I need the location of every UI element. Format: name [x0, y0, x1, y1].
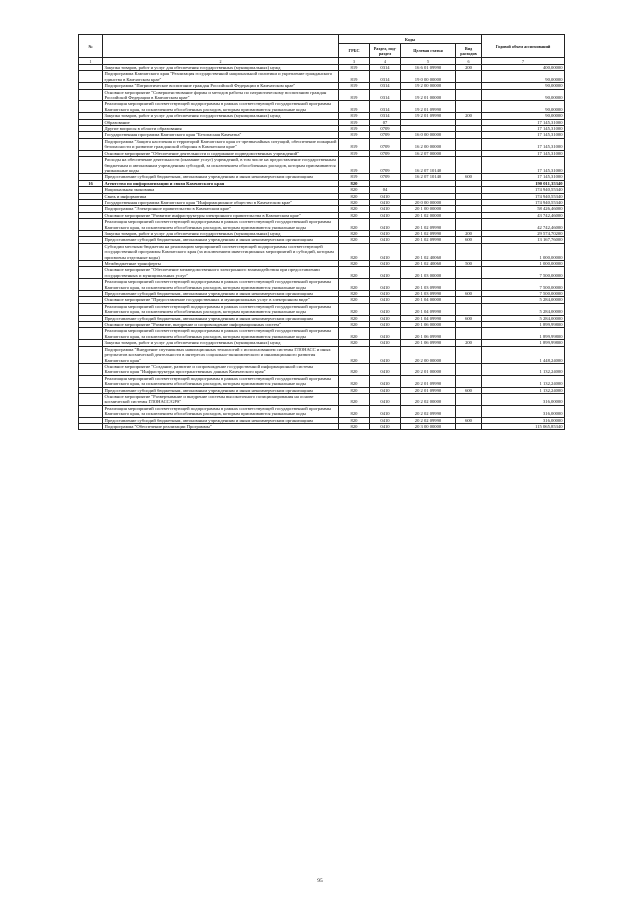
row-section: 0314 [370, 101, 401, 113]
row-amount: 90,00000 [482, 83, 565, 89]
row-name: Реализация мероприятий соответствующей подпрограммы в рамках соответствующей государственной программы Камчатского края, за исключением обособленных расходов, которым присваиваются уникальные коды [103, 279, 339, 291]
header-name-blank [103, 35, 339, 58]
row-amount: 1 132,24000 [482, 387, 565, 393]
row-grbs: 820 [339, 423, 370, 429]
row-section: 0709 [370, 138, 401, 150]
row-number [79, 219, 103, 231]
row-name: Государственная программа Камчатского края "Безопасная Камчатка" [103, 132, 339, 138]
row-section: 0410 [370, 297, 401, 303]
row-section: 0410 [370, 315, 401, 321]
row-grbs: 820 [339, 303, 370, 315]
row-section: 0410 [370, 291, 401, 297]
row-name: Подпрограмма "Внедрение спутниковых навигационных технологий с использованием системы ГЛОНАСС и иных результатов космической деятельности в интересах социально-экономического и инновационного развития Камчатского края" [103, 346, 339, 363]
row-number [79, 346, 103, 363]
row-expense-type: 200 [456, 230, 482, 236]
row-name: Подпрограмма "Обеспечение реализации Программы" [103, 423, 339, 429]
row-amount: 17 145,31000 [482, 150, 565, 156]
row-number [79, 405, 103, 417]
table-row [79, 363, 565, 375]
table-row [79, 279, 565, 291]
row-amount: 5 284,00000 [482, 297, 565, 303]
row-expense-type [456, 101, 482, 113]
row-grbs: 820 [339, 180, 370, 186]
row-section: 0410 [370, 206, 401, 212]
row-section: 0314 [370, 65, 401, 71]
row-section: 0314 [370, 113, 401, 119]
row-amount: 115 065,85340 [482, 423, 565, 429]
row-name: Предоставление субсидий бюджетным, автономным учреждениям и иным некоммерческим организациям [103, 315, 339, 321]
row-amount: 316,00000 [482, 417, 565, 423]
row-section: 0410 [370, 363, 401, 375]
row-amount: 1 000,00000 [482, 243, 565, 260]
table-row [79, 157, 565, 174]
row-grbs: 819 [339, 65, 370, 71]
table-body [79, 65, 565, 430]
row-number: 16 [79, 180, 103, 186]
row-target-item: 20 1 03 09990 [401, 279, 456, 291]
table-row [79, 267, 565, 279]
row-name: Предоставление субсидий бюджетным, автономным учреждениям и иным некоммерческим организациям [103, 237, 339, 243]
row-name: Предоставление субсидий бюджетным, автономным учреждениям и иным некоммерческим организациям [103, 387, 339, 393]
row-target-item: 20 1 03 09990 [401, 291, 456, 297]
column-number: 1 [79, 58, 103, 65]
row-target-item: 16 2 00 00000 [401, 138, 456, 150]
table-row [79, 89, 565, 101]
row-section: 0709 [370, 157, 401, 174]
row-amount: 1 899,99800 [482, 340, 565, 346]
row-grbs: 820 [339, 219, 370, 231]
row-grbs: 819 [339, 132, 370, 138]
row-name: Реализация мероприятий соответствующей подпрограммы в рамках соответствующей государственной программы Камчатского края, за исключением обособленных расходов, которым присваиваются уникальные коды [103, 219, 339, 231]
row-expense-type: 200 [456, 65, 482, 71]
row-grbs: 820 [339, 193, 370, 199]
row-target-item: 20 2 02 09990 [401, 417, 456, 423]
row-grbs: 819 [339, 150, 370, 156]
row-grbs: 820 [339, 279, 370, 291]
row-amount: 1 899,99800 [482, 322, 565, 328]
row-target-item: 20 2 00 00000 [401, 346, 456, 363]
table-row [79, 423, 565, 429]
row-section: 0410 [370, 322, 401, 328]
row-target-item: 19 2 01 00000 [401, 89, 456, 101]
row-name: Предоставление субсидий бюджетным, автономным учреждениям и иным некоммерческим организациям [103, 291, 339, 297]
row-expense-type: 600 [456, 417, 482, 423]
row-name: Агентство по информатизации и связи Камчатского края [103, 180, 339, 186]
column-number: 6 [456, 58, 482, 65]
row-expense-type [456, 303, 482, 315]
row-section: 0709 [370, 174, 401, 180]
row-grbs: 819 [339, 138, 370, 150]
row-grbs: 820 [339, 346, 370, 363]
row-name: Образование [103, 119, 339, 125]
row-target-item: 20 1 00 00000 [401, 206, 456, 212]
row-section: 0410 [370, 387, 401, 393]
table-row [79, 375, 565, 387]
header-grbs: ГРБС [339, 44, 370, 58]
row-amount: 7 500,00000 [482, 279, 565, 291]
row-name: Реализация мероприятий соответствующей подпрограммы в рамках соответствующей государственной программы Камчатского края, за исключением обособленных расходов, которым присваиваются уникальные коды [103, 101, 339, 113]
row-grbs: 820 [339, 237, 370, 243]
row-number [79, 279, 103, 291]
row-grbs: 820 [339, 363, 370, 375]
row-number [79, 71, 103, 83]
row-section: 07 [370, 119, 401, 125]
row-number [79, 303, 103, 315]
row-amount: 58 426,46000 [482, 206, 565, 212]
row-section: 0410 [370, 230, 401, 236]
table-row [79, 219, 565, 231]
row-expense-type [456, 393, 482, 405]
row-amount: 17 145,31000 [482, 132, 565, 138]
row-name: Основное мероприятие "Обеспечение межведомственного электронного взаимодействия при предоставлении государственных и муниципальных услуг" [103, 267, 339, 279]
row-name: Реализация мероприятий соответствующей подпрограммы в рамках соответствующей государственной программы Камчатского края, за исключением обособленных расходов, которым присваиваются уникальные коды [103, 328, 339, 340]
row-target-item: 20 1 02 00000 [401, 212, 456, 218]
row-section: 0410 [370, 261, 401, 267]
row-grbs: 820 [339, 291, 370, 297]
row-amount: 1 132,24000 [482, 375, 565, 387]
row-amount: 174 940,55340 [482, 193, 565, 199]
budget-table [78, 34, 565, 430]
header-section: Раздел, под-раздел [370, 44, 401, 58]
row-number [79, 423, 103, 429]
row-amount: 1 448,24000 [482, 346, 565, 363]
row-amount: 7 500,00000 [482, 291, 565, 297]
row-number [79, 393, 103, 405]
table-row [79, 71, 565, 83]
row-section: 0709 [370, 150, 401, 156]
row-grbs: 820 [339, 322, 370, 328]
row-expense-type [456, 375, 482, 387]
row-name: Другие вопросы в области образования [103, 126, 339, 132]
row-number [79, 138, 103, 150]
row-expense-type: 200 [456, 113, 482, 119]
row-target-item: 20 1 04 09990 [401, 315, 456, 321]
row-name: Реализация мероприятий соответствующей подпрограммы в рамках соответствующей государственной программы Камчатского края, за исключением обособленных расходов, которым присваиваются уникальные коды [103, 375, 339, 387]
row-section: 0709 [370, 126, 401, 132]
row-target-item: 19 2 01 09990 [401, 101, 456, 113]
row-amount: 42 742,46000 [482, 219, 565, 231]
row-expense-type: 600 [456, 387, 482, 393]
row-expense-type [456, 363, 482, 375]
row-name: Закупка товаров, работ и услуг для обеспечения государственных (муниципальных) нужд [103, 65, 339, 71]
row-target-item: 20 2 02 09990 [401, 405, 456, 417]
row-number [79, 243, 103, 260]
row-target-item: 20 1 02 09990 [401, 219, 456, 231]
row-target-item: 16 2 07 10140 [401, 174, 456, 180]
row-amount: 316,00000 [482, 405, 565, 417]
row-number [79, 375, 103, 387]
row-amount: 90,00000 [482, 71, 565, 83]
row-expense-type [456, 405, 482, 417]
row-name: Основное мероприятие "Развитие, внедрение и сопровождение информационных систем" [103, 322, 339, 328]
row-section: 0410 [370, 199, 401, 205]
row-grbs: 819 [339, 83, 370, 89]
row-name: Предоставление субсидий бюджетным, автономным учреждениям и иным некоммерческим организациям [103, 417, 339, 423]
row-amount: 174 940,55340 [482, 187, 565, 193]
row-expense-type [456, 328, 482, 340]
row-target-item: 20 2 01 09990 [401, 375, 456, 387]
row-amount: 29 574,70200 [482, 230, 565, 236]
row-name: Государственная программа Камчатского края "Информационное общество в Камчатском крае" [103, 199, 339, 205]
document-page [78, 34, 564, 430]
row-section: 0410 [370, 346, 401, 363]
row-expense-type: 600 [456, 237, 482, 243]
row-section: 0410 [370, 193, 401, 199]
row-target-item: 20 1 06 09990 [401, 328, 456, 340]
row-grbs: 820 [339, 405, 370, 417]
column-number: 4 [370, 58, 401, 65]
row-number [79, 89, 103, 101]
row-amount: 90,00000 [482, 89, 565, 101]
row-grbs: 819 [339, 89, 370, 101]
row-grbs: 820 [339, 230, 370, 236]
row-target-item: 20 1 06 09990 [401, 340, 456, 346]
row-target-item: 20 1 02 09990 [401, 237, 456, 243]
row-name: Закупка товаров, работ и услуг для обеспечения государственных (муниципальных) нужд [103, 113, 339, 119]
row-amount: 17 145,31000 [482, 119, 565, 125]
row-name: Межбюджетные трансферты [103, 261, 339, 267]
row-grbs: 820 [339, 417, 370, 423]
row-expense-type [456, 219, 482, 231]
row-name: Подпрограмма "Электронное правительство в Камчатском крае" [103, 206, 339, 212]
table-row [79, 138, 565, 150]
row-amount: 5 284,00000 [482, 303, 565, 315]
row-section: 0410 [370, 405, 401, 417]
header-annual-amount: Годовой объем ассигнований [482, 35, 565, 58]
row-target-item: 20 0 00 00000 [401, 199, 456, 205]
row-target-item: 20 3 00 00000 [401, 423, 456, 429]
column-number: 7 [482, 58, 565, 65]
row-section: 0410 [370, 417, 401, 423]
table-row [79, 393, 565, 405]
row-name: Подпрограмма "Защита населения и территорий Камчатского края от чрезвычайных ситуаций, обеспечение пожарной безопасности и развитие гражданской обороны в Камчатском крае" [103, 138, 339, 150]
row-target-item: 20 1 04 00000 [401, 297, 456, 303]
row-expense-type: 600 [456, 315, 482, 321]
row-amount: 17 145,31000 [482, 174, 565, 180]
table-row [79, 303, 565, 315]
row-target-item: 20 1 02 09990 [401, 230, 456, 236]
row-grbs: 819 [339, 126, 370, 132]
row-expense-type [456, 243, 482, 260]
column-number-row [79, 58, 565, 65]
row-target-item: 20 1 03 00000 [401, 267, 456, 279]
table-row [79, 405, 565, 417]
row-amount: 1 899,99800 [482, 328, 565, 340]
row-grbs: 820 [339, 261, 370, 267]
row-target-item: 20 1 06 00000 [401, 322, 456, 328]
row-grbs: 820 [339, 267, 370, 279]
row-amount: 5 284,00000 [482, 315, 565, 321]
row-grbs: 820 [339, 297, 370, 303]
row-grbs: 819 [339, 174, 370, 180]
row-expense-type [456, 279, 482, 291]
row-grbs: 820 [339, 375, 370, 387]
row-number [79, 267, 103, 279]
row-target-item: 20 2 01 09990 [401, 387, 456, 393]
row-expense-type [456, 138, 482, 150]
table-row [79, 328, 565, 340]
row-name: Основное мероприятие "Обеспечение деятельности и содержание подведомственных учреждений" [103, 150, 339, 156]
row-section: 0314 [370, 89, 401, 101]
row-number [79, 157, 103, 174]
row-amount: 13 167,76000 [482, 237, 565, 243]
row-grbs: 819 [339, 113, 370, 119]
row-name: Связь и информатика [103, 193, 339, 199]
row-amount: 43 742,46000 [482, 212, 565, 218]
row-expense-type: 500 [456, 261, 482, 267]
column-number: 5 [401, 58, 456, 65]
row-target-item: 20 2 02 00000 [401, 393, 456, 405]
row-grbs: 820 [339, 206, 370, 212]
row-target-item: 19 2 00 00000 [401, 83, 456, 89]
row-name: Закупка товаров, работ и услуг для обеспечения государственных (муниципальных) нужд [103, 340, 339, 346]
row-target-item: 20 1 04 09990 [401, 303, 456, 315]
row-grbs: 820 [339, 199, 370, 205]
row-name: Основное мероприятие "Совершенствование формы и методов работы по патриотическому воспитанию граждан Российской Федерации в Камчатском крае" [103, 89, 339, 101]
row-target-item: 19 2 01 09990 [401, 113, 456, 119]
row-target-item: 20 1 02 40060 [401, 243, 456, 260]
row-number [79, 328, 103, 340]
row-section: 0410 [370, 267, 401, 279]
row-expense-type: 600 [456, 174, 482, 180]
row-name: Национальная экономика [103, 187, 339, 193]
row-number [79, 101, 103, 113]
row-section: 04 [370, 187, 401, 193]
row-amount: 1 132,24000 [482, 363, 565, 375]
row-section: 0410 [370, 375, 401, 387]
table-row [79, 346, 565, 363]
row-section: 0410 [370, 393, 401, 405]
row-name: Основное мероприятие "Предоставление государственных и муниципальных услуг в электронном виде" [103, 297, 339, 303]
column-number: 2 [103, 58, 339, 65]
row-target-item: 20 2 01 00000 [401, 363, 456, 375]
row-grbs: 819 [339, 101, 370, 113]
row-name: Подпрограмма Камчатского края "Реализация государственной национальной политики и укрепление гражданского единства в Камчатском крае" [103, 71, 339, 83]
row-name: Подпрограмма "Патриотическое воспитание граждан Российской Федерации в Камчатском крае" [103, 83, 339, 89]
row-amount: 400,00000 [482, 65, 565, 71]
row-grbs: 820 [339, 393, 370, 405]
row-amount: 90,00000 [482, 113, 565, 119]
row-amount: 17 145,31000 [482, 157, 565, 174]
row-section: 0410 [370, 212, 401, 218]
row-amount: 90,00000 [482, 101, 565, 113]
row-grbs: 819 [339, 157, 370, 174]
row-number [79, 363, 103, 375]
row-name: Расходы на обеспечение деятельности (оказание услуг) учреждений, в том числе на предоставление государственным бюджетным и автономным учреждениям субсидий, за исключением обособленных расходов, которым присваиваются уникальные коды [103, 157, 339, 174]
row-section: 0314 [370, 83, 401, 89]
row-section: 0410 [370, 328, 401, 340]
row-expense-type: 200 [456, 340, 482, 346]
row-section: 0410 [370, 237, 401, 243]
row-target-item: 16 6 01 09990 [401, 65, 456, 71]
row-name: Закупка товаров, работ и услуг для обеспечения государственных (муниципальных) нужд [103, 230, 339, 236]
page-number: 95 [317, 878, 323, 884]
row-amount: 1 000,00000 [482, 261, 565, 267]
header-expense-type: Вид расходов [456, 44, 482, 58]
row-name: Основное мероприятие "Развитие инфраструктуры электронного правительства в Камчатском крае" [103, 212, 339, 218]
row-amount: 17 145,31000 [482, 138, 565, 150]
row-expense-type [456, 71, 482, 83]
row-section: 0410 [370, 303, 401, 315]
row-section: 0709 [370, 132, 401, 138]
row-grbs: 819 [339, 71, 370, 83]
row-section: 0410 [370, 219, 401, 231]
row-amount: 17 145,31000 [482, 126, 565, 132]
row-amount: 190 011,35340 [482, 180, 565, 186]
row-amount: 174 940,55340 [482, 199, 565, 205]
row-expense-type [456, 89, 482, 101]
column-number: 3 [339, 58, 370, 65]
row-target-item: 20 1 02 40060 [401, 261, 456, 267]
header-codes: Коды [339, 35, 482, 44]
row-target-item: 16 2 07 10140 [401, 157, 456, 174]
row-section: 0410 [370, 279, 401, 291]
row-expense-type [456, 267, 482, 279]
row-amount: 7 500,00000 [482, 267, 565, 279]
row-target-item: 16 0 00 00000 [401, 132, 456, 138]
row-expense-type: 600 [456, 291, 482, 297]
row-target-item: 16 2 07 00000 [401, 150, 456, 156]
row-grbs: 820 [339, 212, 370, 218]
row-section: 0314 [370, 71, 401, 83]
row-expense-type [456, 346, 482, 363]
header-target-item: Целевая статья [401, 44, 456, 58]
row-name: Основное мероприятие "Развертывание и внедрение системы высокоточного позиционирования на основе космической системы ГЛОНАСС/GPS" [103, 393, 339, 405]
row-name: Предоставление субсидий бюджетным, автономным учреждениям и иным некоммерческим организациям [103, 174, 339, 180]
row-grbs: 820 [339, 340, 370, 346]
table-row [79, 243, 565, 260]
row-section: 0410 [370, 340, 401, 346]
row-section: 0410 [370, 423, 401, 429]
row-expense-type [456, 157, 482, 174]
row-name: Основное мероприятие "Создание, развитие и сопровождение государственной информационной системы Камчатского края "Инфраструктура пространственных данных Камчатского края" [103, 363, 339, 375]
row-amount: 316,00000 [482, 393, 565, 405]
table-row [79, 101, 565, 113]
row-name: Реализация мероприятий соответствующей подпрограммы в рамках соответствующей государственной программы Камчатского края, за исключением обособленных расходов, которым присваиваются уникальные коды [103, 405, 339, 417]
row-name: Субсидии местным бюджетам на реализацию мероприятий соответствующей подпрограммы соответствующей государственной программы Камчатского края (за исключением инвестиционных мероприятий и субсидий, которым присвоены отдельные коды) [103, 243, 339, 260]
row-target-item: 19 0 00 00000 [401, 71, 456, 83]
row-grbs: 820 [339, 387, 370, 393]
row-grbs: 820 [339, 315, 370, 321]
row-grbs: 820 [339, 243, 370, 260]
row-grbs: 820 [339, 187, 370, 193]
header-number: № [79, 35, 103, 58]
row-grbs: 819 [339, 119, 370, 125]
row-expense-type [456, 423, 482, 429]
row-name: Реализация мероприятий соответствующей подпрограммы в рамках соответствующей государственной программы Камчатского края, за исключением обособленных расходов, которым присваиваются уникальные коды [103, 303, 339, 315]
row-grbs: 820 [339, 328, 370, 340]
row-section: 0410 [370, 243, 401, 260]
